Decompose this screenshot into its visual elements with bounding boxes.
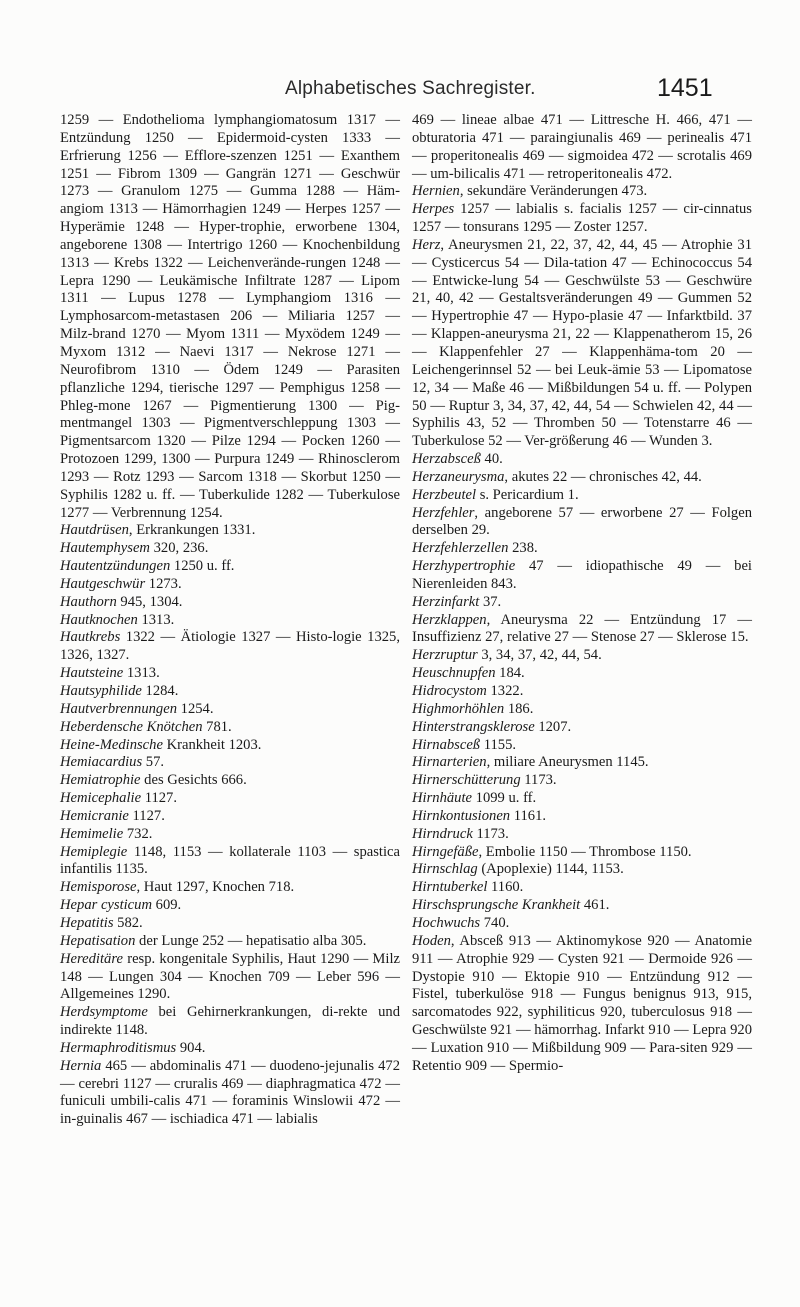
index-entry: [60, 665, 400, 683]
index-entry: [60, 701, 400, 719]
index-entry-text: resp. kongenitale Syphilis, Haut 1290 — Milz 148 — Lungen 304 — Knochen 709 — Leber 596 — Allgemeines 1290.: [60, 950, 400, 1003]
index-headword: Herzhypertrophie: [412, 558, 516, 575]
index-entry-text: 582.: [113, 914, 143, 931]
index-headword: Herzklappen: [412, 611, 487, 628]
index-entry-text: , Haut 1297, Knochen 718.: [136, 879, 295, 896]
index-entry-text: 40.: [480, 451, 503, 468]
index-entry: [60, 522, 400, 540]
index-headword: Hautsyphilide: [60, 683, 142, 699]
index-entry-text: 945, 1304.: [116, 593, 183, 610]
index-entry-text: 465 — abdominalis 471 — duodeno-jejunalis 472 — cerebri 1127 — cruralis 469 — diaphragmatica 472 — funiculi umbili-calis 471 — foraminis Winslowii 472 — in-guinalis 467 — ischiadica 471 — labialis: [60, 1057, 400, 1128]
index-entry: [412, 915, 752, 933]
index-headword: Hemicephalie: [60, 790, 142, 807]
index-headword: Hochwuchs: [412, 914, 481, 931]
index-headword: Hauthorn: [60, 593, 117, 610]
index-entry: [412, 879, 752, 897]
index-entry: [412, 112, 752, 183]
index-entry-text: bei Gehirnerkrankungen, di-rekte und indirekte 1148.: [60, 1004, 400, 1039]
index-entry-text: des Gesichts 666.: [140, 772, 247, 789]
index-entry: [412, 826, 752, 844]
index-entry: [60, 612, 400, 630]
index-entry: [60, 808, 400, 826]
index-headword: Hepar cysticum: [60, 897, 152, 914]
index-headword: Herzfehlerzellen: [412, 540, 509, 557]
index-entry-text: , sekundäre Veränderungen 473.: [459, 183, 648, 200]
index-headword: Hirndruck: [412, 825, 473, 842]
index-entry-text: , Embolie 1150 — Thrombose 1150.: [478, 843, 692, 860]
index-headword: Herzfehler: [412, 504, 475, 521]
index-headword: Herz: [412, 236, 441, 253]
index-entry-text: 461.: [580, 897, 610, 914]
page-title: Alphabetisches Sachregister.: [285, 78, 536, 99]
index-entry-text: 781.: [202, 718, 232, 735]
index-entry: [412, 558, 752, 594]
index-headword: Herzabsceß: [412, 451, 481, 468]
index-headword: Hinterstrangsklerose: [412, 718, 535, 735]
index-entry: [412, 237, 752, 451]
index-entry: [412, 933, 752, 1076]
index-entry-text: 1160.: [487, 879, 524, 896]
index-entry-text: der Lunge 252 — hepatisatio alba 305.: [135, 932, 367, 949]
index-entry: [60, 915, 400, 933]
index-entry-text: 904.: [176, 1039, 206, 1056]
index-entry-text: 238.: [508, 540, 538, 557]
index-headword: Highmorhöhlen: [412, 700, 505, 717]
index-headword: Herzbeutel: [412, 486, 477, 503]
index-entry: [60, 112, 400, 522]
index-entry-text: 1313.: [137, 611, 175, 628]
index-headword: Herzaneurysma: [412, 468, 505, 485]
index-entry: [412, 861, 752, 879]
index-headword: Herzruptur: [412, 647, 478, 664]
index-headword: Hautkrebs: [60, 629, 121, 646]
index-headword: Hautverbrennungen: [60, 700, 177, 717]
index-headword: Hirnabsceß: [412, 736, 481, 753]
index-entry: [60, 897, 400, 915]
index-entry-text: 47 — idiopathische 49 — bei Nierenleiden 843.: [412, 558, 752, 592]
index-entry-text: 732.: [123, 825, 153, 842]
index-entry-text: , angeborene 57 — erworbene 27 — Folgen derselben 29.: [412, 504, 752, 539]
index-column-right: [412, 112, 752, 1076]
index-entry: [60, 1058, 400, 1129]
index-entry-text: 1254.: [177, 700, 214, 717]
index-entry: [412, 612, 752, 648]
index-headword: Herdsymptome: [60, 1004, 148, 1021]
index-entry: [412, 647, 752, 665]
index-entry-text: 1173.: [520, 772, 557, 789]
index-entry-text: 37.: [479, 593, 502, 610]
index-entry: [412, 451, 752, 469]
index-entry: [412, 844, 752, 862]
index-entry-text: , akutes 22 — chronisches 42, 44.: [504, 468, 702, 485]
index-entry-text: (Apoplexie) 1144, 1153.: [477, 861, 624, 878]
index-entry-text: 1250 u. ff.: [170, 558, 235, 575]
index-entry: [412, 737, 752, 755]
index-entry-text: 1173.: [472, 825, 509, 842]
index-headword: Hoden: [412, 932, 451, 949]
index-entry: [60, 594, 400, 612]
index-entry-text: 186.: [504, 700, 534, 717]
index-headword: Hautemphysem: [60, 540, 150, 557]
index-entry-text: , Aneurysmen 21, 22, 37, 42, 44, 45 — Atrophie 31 — Cysticercus 54 — Dila-tation 47 — Echinococcus 54 — Entwicke-lung 54 — Geschwülste 53 — Geschwüre 21, 40, 42 — Gestaltsveränderungen 49 — Gummen 52 — Hypertrophie 47 — Hypo-plasie 47 — Infarktbild. 37 — Klappen-aneurysma 21, 22 — Klappenatherom 15, 26 — Klappenfehler 27 — Klappenhäma-tom 20 — Leichengerinnsel 52 — bei Leuk-ämie 53 — Lipomatose 12, 34 — Maße 46 — Mißbildungen 54 u. ff. — Polypen 50 — Ruptur 3, 34, 37, 42, 44, 54 — Schwielen 42, 44 — Syphilis 43, 52 — Thromben 50 — Totenstarre 46 — Tuberkulose 52 — Ver-größerung 46 — Wunden 3.: [412, 236, 752, 450]
index-entry: [60, 826, 400, 844]
index-entry-text: , Absceß 913 — Aktinomykose 920 — Anatomie 911 — Atrophie 929 — Cysten 921 — Dermoide 926 — Dystopie 910 — Ektopie 910 — Entzündung 912 — Fistel, tuberkulöse 918 — Fungus benignus 913, 915, sarcomatodes 922, syphiliticus 920, tuberculosus 918 — Geschwülste 921 — hämorrhag. Infarkt 910 — Lepra 920 — Luxation 910 — Mißbildung 909 — Para-siten 929 — Retentio 909 — Spermio-: [412, 932, 752, 1074]
index-entry: [412, 897, 752, 915]
index-headword: Herzinfarkt: [412, 593, 480, 610]
index-entry-text: 1127.: [141, 790, 177, 807]
index-entry-text: 1322 — Ätiologie 1327 — Histo-logie 1325, 1326, 1327.: [60, 629, 400, 664]
index-headword: Hirnschlag: [412, 861, 478, 878]
index-headword: Heuschnupfen: [412, 665, 496, 682]
index-entry-text: 1284.: [141, 683, 179, 699]
index-entry: [412, 469, 752, 487]
index-entry: [60, 951, 400, 1005]
index-column-left: [60, 112, 400, 1129]
index-entry: [412, 772, 752, 790]
index-entry: [412, 683, 752, 701]
index-entry-text: 1127.: [128, 807, 165, 824]
index-headword: Hidrocystom: [412, 683, 487, 699]
index-headword: Hemiplegie: [60, 843, 128, 860]
index-headword: Hepatitis: [60, 914, 114, 931]
index-headword: Hermaphroditismus: [60, 1039, 177, 1056]
index-entry: [412, 701, 752, 719]
index-entry-text: 1148, 1153 — kollaterale 1103 — spastica infantilis 1135.: [60, 843, 400, 878]
index-entry: [412, 487, 752, 505]
index-entry: [412, 183, 752, 201]
index-entry: [60, 629, 400, 665]
index-headword: Herpes: [412, 201, 455, 218]
index-entry: [60, 737, 400, 755]
index-entry-text: 1207.: [534, 718, 572, 735]
index-headword: Hemiatrophie: [60, 772, 141, 789]
index-headword: Hirnerschütterung: [412, 772, 521, 789]
index-headword: Hemicranie: [60, 807, 129, 824]
index-entry: [412, 594, 752, 612]
index-headword: Hirntuberkel: [412, 879, 488, 896]
index-headword: Hirschsprungsche Krankheit: [412, 897, 581, 914]
index-headword: Hernia: [60, 1057, 102, 1074]
index-entry: [60, 754, 400, 772]
index-entry: [60, 1004, 400, 1040]
index-entry-text: Krankheit 1203.: [162, 736, 262, 753]
index-entry-text: 320, 236.: [149, 540, 209, 557]
index-entry: [412, 808, 752, 826]
index-entry-text: 1313.: [123, 665, 160, 682]
index-headword: Hirnkontusionen: [412, 807, 511, 824]
index-headword: Hemisporose: [60, 879, 137, 896]
running-header: [0, 72, 800, 106]
index-entry-text: 1273.: [145, 575, 182, 592]
index-headword: Hautsteine: [60, 665, 124, 682]
index-entry: [60, 933, 400, 951]
index-entry-text: , miliare Aneurysmen 1145.: [486, 754, 649, 771]
index-entry: [412, 665, 752, 683]
index-entry: [60, 576, 400, 594]
index-headword: Hemimelie: [60, 825, 124, 842]
index-headword: Hirnhäute: [412, 790, 472, 807]
index-headword: Heberdensche Knötchen: [60, 718, 203, 735]
index-entry: [60, 540, 400, 558]
index-entry: [412, 719, 752, 737]
index-entry: [412, 540, 752, 558]
index-headword: Hernien: [412, 183, 460, 200]
index-entry: [60, 879, 400, 897]
index-entry-text: 740.: [480, 914, 510, 931]
index-entry: [60, 844, 400, 880]
index-headword: Hautentzündungen: [60, 558, 171, 575]
index-entry: [60, 558, 400, 576]
index-entry: [60, 1040, 400, 1058]
index-headword: Hautknochen: [60, 611, 138, 628]
index-headword: Hautgeschwür: [60, 575, 146, 592]
index-entry-text: 1322.: [486, 683, 524, 699]
index-headword: Hirnarterien: [412, 754, 487, 771]
index-headword: Hepatisation: [60, 932, 136, 949]
index-entry-text: s. Pericardium 1.: [476, 486, 579, 503]
index-entry-text: 1259 — Endothelioma lymphangiomatosum 1317 — Entzündung 1250 — Epidermoid-cysten 1333 — Erfrierung 1256 — Efflore-szenzen 1251 — Exanthem 1251 — Fibrom 1309 — Gangrän 1271 — Geschwür 1273 — Granulom 1275 — Gumma 1288 — Häm-angiom 1313 — Hämorrhagien 1249 — Herpes 1257 — Hyperämie 1248 — Hyper-trophie, erworbene 1304, angeborene 1308 — Intertrigo 1260 — Knochenbildung 1313 — Krebs 1322 — Leichenverände-rungen 1248 — Lepra 1290 — Leukämische Infiltrate 1287 — Lipom 1311 — Lupus 1278 — Lymphangiom 1316 — Lymphosarcom-metastasen 206 — Miliaria 1257 — Milz-brand 1270 — Myom 1311 — Myxödem 1249 — Myxom 1312 — Naevi 1317 — Nekrose 1271 — Neurofibrom 1310 — Ödem 1249 — Parasiten pflanzliche 1294, tierische 1297 — Pemphigus 1258 — Phleg-mone 1267 — Pigmentierung 1300 — Pig-mentmangel 1303 — Pigmentverschleppung 1303 — Pigmentsarcom 1320 — Pilze 1294 — Pocken 1260 — Protozoen 1299, 1300 — Purpura 1249 — Rhinosclerom 1293 — Rotz 1293 — Sarcom 1318 — Skorbut 1250 — Syphilis 1282 u. ff. — Tuberkulide 1282 — Tuberkulose 1277 — Verbrennung 1254.: [60, 112, 400, 521]
index-entry-text: 469 — lineae albae 471 — Littresche H. 466, 471 — obturatoria 471 — paraingiunalis 469 — perinealis 471 — properitonealis 469 — sigmoidea 472 — scrotalis 469 — um-bilicalis 471 — retroperitonealis 472.: [412, 112, 752, 182]
index-headword: Hemiacardius: [60, 754, 143, 771]
index-headword: Heine-Medinsche: [60, 736, 163, 753]
index-entry: [60, 683, 400, 701]
index-headword: Hereditäre: [60, 950, 123, 967]
index-entry-text: 1099 u. ff.: [472, 790, 537, 807]
index-headword: Hirngefäße: [412, 843, 479, 860]
index-entry: [412, 505, 752, 541]
index-entry-text: 1161.: [510, 807, 547, 824]
index-entry: [412, 754, 752, 772]
index-entry-text: 1155.: [480, 736, 517, 753]
index-entry-text: 3, 34, 37, 42, 44, 54.: [477, 647, 602, 664]
index-entry: [60, 772, 400, 790]
index-entry: [60, 790, 400, 808]
index-entry-text: , Aneurysma 22 — Entzündung 17 — Insuffizienz 27, relative 27 — Stenose 27 — Sklerose 15.: [412, 611, 752, 646]
page-number: 1451: [657, 74, 713, 102]
index-entry-text: 184.: [495, 665, 525, 682]
index-entry-text: 1257 — labialis s. facialis 1257 — cir-cinnatus 1257 — tonsurans 1295 — Zoster 1257.: [412, 201, 752, 236]
index-entry: [412, 201, 752, 237]
index-entry: [60, 719, 400, 737]
index-entry-text: , Erkrankungen 1331.: [128, 522, 256, 539]
index-entry-text: 609.: [152, 897, 182, 914]
index-headword: Hautdrüsen: [60, 522, 129, 539]
index-entry: [412, 790, 752, 808]
index-entry-text: 57.: [142, 754, 165, 771]
